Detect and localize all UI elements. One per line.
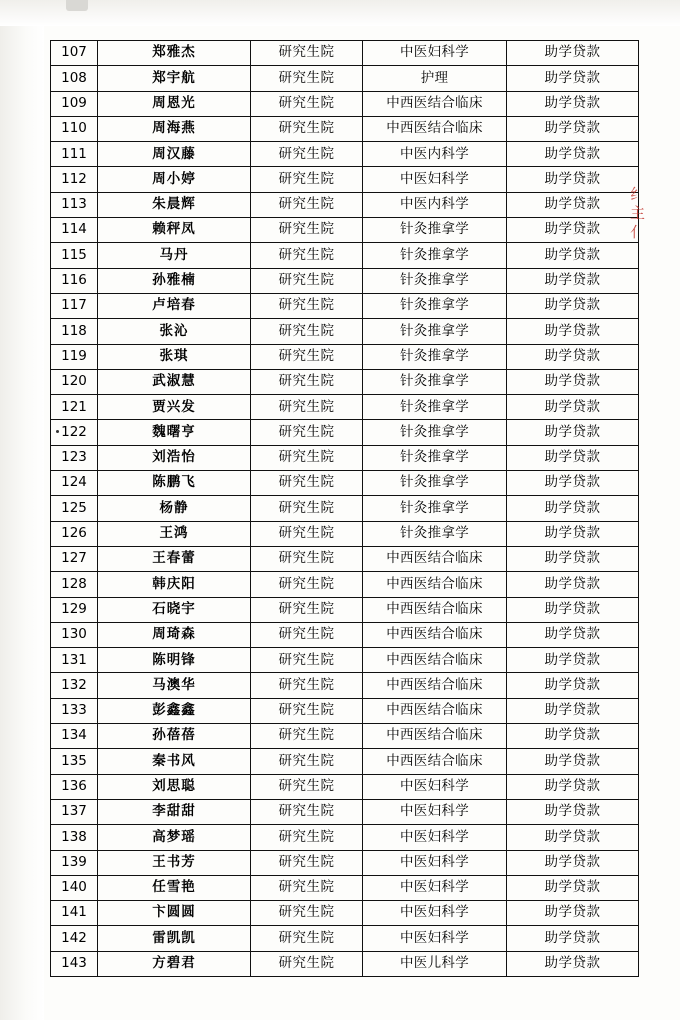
cell-index: 110 bbox=[51, 116, 98, 141]
cell-school: 研究生院 bbox=[251, 901, 363, 926]
cell-major: 针灸推拿学 bbox=[363, 521, 507, 546]
cell-funding-type: 助学贷款 bbox=[507, 875, 639, 900]
cell-major: 针灸推拿学 bbox=[363, 319, 507, 344]
table-row bbox=[51, 116, 639, 141]
red-mark-3: 亻 bbox=[630, 223, 646, 241]
cell-name: 孙蓓蓓 bbox=[98, 724, 251, 749]
cell-major: 针灸推拿学 bbox=[363, 445, 507, 470]
scan-top-shadow bbox=[0, 0, 680, 26]
cell-index: 115 bbox=[51, 243, 98, 268]
cell-name: 卢培春 bbox=[98, 293, 251, 318]
cell-school: 研究生院 bbox=[251, 192, 363, 217]
cell-funding-type: 助学贷款 bbox=[507, 749, 639, 774]
cell-school: 研究生院 bbox=[251, 243, 363, 268]
cell-index: 131 bbox=[51, 648, 98, 673]
cell-major: 中西医结合临床 bbox=[363, 749, 507, 774]
cell-school: 研究生院 bbox=[251, 546, 363, 571]
cell-index: 125 bbox=[51, 496, 98, 521]
cell-school: 研究生院 bbox=[251, 749, 363, 774]
cell-name: 王鸿 bbox=[98, 521, 251, 546]
cell-funding-type: 助学贷款 bbox=[507, 597, 639, 622]
cell-funding-type: 助学贷款 bbox=[507, 496, 639, 521]
table-row bbox=[51, 825, 639, 850]
cell-major: 针灸推拿学 bbox=[363, 471, 507, 496]
table-row bbox=[51, 698, 639, 723]
cell-name: 朱晨辉 bbox=[98, 192, 251, 217]
cell-major: 中医儿科学 bbox=[363, 951, 507, 976]
cell-name: 石晓宇 bbox=[98, 597, 251, 622]
cell-name: 周海燕 bbox=[98, 116, 251, 141]
cell-index: 138 bbox=[51, 825, 98, 850]
cell-funding-type: 助学贷款 bbox=[507, 698, 639, 723]
cell-funding-type: 助学贷款 bbox=[507, 192, 639, 217]
cell-funding-type: 助学贷款 bbox=[507, 218, 639, 243]
cell-index: 122 bbox=[51, 420, 98, 445]
table-row bbox=[51, 369, 639, 394]
red-mark-1: 纟 bbox=[630, 185, 646, 203]
cell-major: 中医妇科学 bbox=[363, 167, 507, 192]
cell-index: 111 bbox=[51, 142, 98, 167]
cell-index: 119 bbox=[51, 344, 98, 369]
table-row bbox=[51, 926, 639, 951]
cell-funding-type: 助学贷款 bbox=[507, 850, 639, 875]
cell-name: 任雪艳 bbox=[98, 875, 251, 900]
cell-index: 141 bbox=[51, 901, 98, 926]
cell-name: 马澳华 bbox=[98, 673, 251, 698]
cell-school: 研究生院 bbox=[251, 521, 363, 546]
cell-name: 周恩光 bbox=[98, 91, 251, 116]
cell-index: 117 bbox=[51, 293, 98, 318]
cell-index: 140 bbox=[51, 875, 98, 900]
table-row bbox=[51, 749, 639, 774]
table-row bbox=[51, 420, 639, 445]
table-row bbox=[51, 66, 639, 91]
cell-name: 刘浩怡 bbox=[98, 445, 251, 470]
cell-funding-type: 助学贷款 bbox=[507, 926, 639, 951]
cell-school: 研究生院 bbox=[251, 597, 363, 622]
table-row bbox=[51, 91, 639, 116]
cell-name: 彭鑫鑫 bbox=[98, 698, 251, 723]
cell-name: 王春蕾 bbox=[98, 546, 251, 571]
cell-index: 139 bbox=[51, 850, 98, 875]
table-row bbox=[51, 471, 639, 496]
table-row bbox=[51, 774, 639, 799]
table-row bbox=[51, 951, 639, 976]
cell-index: 120 bbox=[51, 369, 98, 394]
cell-funding-type: 助学贷款 bbox=[507, 951, 639, 976]
cell-major: 中西医结合临床 bbox=[363, 116, 507, 141]
cell-name: 李甜甜 bbox=[98, 799, 251, 824]
cell-major: 针灸推拿学 bbox=[363, 243, 507, 268]
cell-funding-type: 助学贷款 bbox=[507, 243, 639, 268]
student-funding-table bbox=[50, 40, 639, 977]
cell-index: 123 bbox=[51, 445, 98, 470]
cell-major: 中西医结合临床 bbox=[363, 698, 507, 723]
table-row bbox=[51, 192, 639, 217]
cell-school: 研究生院 bbox=[251, 850, 363, 875]
cell-funding-type: 助学贷款 bbox=[507, 142, 639, 167]
table-row bbox=[51, 496, 639, 521]
cell-funding-type: 助学贷款 bbox=[507, 648, 639, 673]
cell-major: 中医妇科学 bbox=[363, 774, 507, 799]
cell-school: 研究生院 bbox=[251, 142, 363, 167]
cell-school: 研究生院 bbox=[251, 951, 363, 976]
scan-left-shadow bbox=[0, 0, 44, 1020]
cell-index: 132 bbox=[51, 673, 98, 698]
cell-school: 研究生院 bbox=[251, 420, 363, 445]
cell-major: 针灸推拿学 bbox=[363, 420, 507, 445]
cell-name: 武淑慧 bbox=[98, 369, 251, 394]
cell-major: 中医妇科学 bbox=[363, 901, 507, 926]
cell-funding-type: 助学贷款 bbox=[507, 167, 639, 192]
cell-major: 针灸推拿学 bbox=[363, 369, 507, 394]
table-row bbox=[51, 167, 639, 192]
cell-major: 针灸推拿学 bbox=[363, 395, 507, 420]
table-row bbox=[51, 648, 639, 673]
cell-major: 中西医结合临床 bbox=[363, 597, 507, 622]
cell-school: 研究生院 bbox=[251, 698, 363, 723]
table-row bbox=[51, 268, 639, 293]
cell-index: 128 bbox=[51, 572, 98, 597]
cell-index: 143 bbox=[51, 951, 98, 976]
cell-major: 中医内科学 bbox=[363, 192, 507, 217]
cell-school: 研究生院 bbox=[251, 774, 363, 799]
cell-funding-type: 助学贷款 bbox=[507, 91, 639, 116]
cell-major: 中西医结合临床 bbox=[363, 572, 507, 597]
table-row bbox=[51, 344, 639, 369]
cell-name: 雷凯凯 bbox=[98, 926, 251, 951]
cell-name: 王书芳 bbox=[98, 850, 251, 875]
cell-name: 孙雅楠 bbox=[98, 268, 251, 293]
cell-index: 127 bbox=[51, 546, 98, 571]
cell-funding-type: 助学贷款 bbox=[507, 319, 639, 344]
table-row bbox=[51, 850, 639, 875]
cell-funding-type: 助学贷款 bbox=[507, 369, 639, 394]
cell-name: 陈鹏飞 bbox=[98, 471, 251, 496]
cell-index: 109 bbox=[51, 91, 98, 116]
cell-name: 郑宇航 bbox=[98, 66, 251, 91]
cell-funding-type: 助学贷款 bbox=[507, 774, 639, 799]
table-row bbox=[51, 218, 639, 243]
table-row bbox=[51, 799, 639, 824]
cell-index: 124 bbox=[51, 471, 98, 496]
table-row bbox=[51, 521, 639, 546]
cell-name: 马丹 bbox=[98, 243, 251, 268]
table-row bbox=[51, 41, 639, 66]
cell-index: 129 bbox=[51, 597, 98, 622]
cell-major: 中医妇科学 bbox=[363, 850, 507, 875]
table-body bbox=[51, 41, 639, 977]
cell-major: 中西医结合临床 bbox=[363, 546, 507, 571]
cell-funding-type: 助学贷款 bbox=[507, 546, 639, 571]
cell-name: 赖秤凤 bbox=[98, 218, 251, 243]
cell-name: 张沁 bbox=[98, 319, 251, 344]
cell-major: 针灸推拿学 bbox=[363, 293, 507, 318]
cell-funding-type: 助学贷款 bbox=[507, 41, 639, 66]
cell-school: 研究生院 bbox=[251, 471, 363, 496]
cell-name: 卞圆圆 bbox=[98, 901, 251, 926]
cell-index: 137 bbox=[51, 799, 98, 824]
cell-major: 中医内科学 bbox=[363, 142, 507, 167]
cell-index: 118 bbox=[51, 319, 98, 344]
table-row bbox=[51, 445, 639, 470]
cell-name: 周小婷 bbox=[98, 167, 251, 192]
cell-school: 研究生院 bbox=[251, 496, 363, 521]
cell-index: 107 bbox=[51, 41, 98, 66]
cell-major: 针灸推拿学 bbox=[363, 496, 507, 521]
cell-index: 130 bbox=[51, 622, 98, 647]
cell-funding-type: 助学贷款 bbox=[507, 268, 639, 293]
cell-name: 方碧君 bbox=[98, 951, 251, 976]
table-row bbox=[51, 243, 639, 268]
cell-funding-type: 助学贷款 bbox=[507, 66, 639, 91]
cell-name: 周琦森 bbox=[98, 622, 251, 647]
cell-school: 研究生院 bbox=[251, 926, 363, 951]
cell-name: 张琪 bbox=[98, 344, 251, 369]
cell-major: 中医妇科学 bbox=[363, 825, 507, 850]
red-mark-2: 主 bbox=[630, 204, 646, 222]
cell-funding-type: 助学贷款 bbox=[507, 673, 639, 698]
cell-school: 研究生院 bbox=[251, 293, 363, 318]
cell-school: 研究生院 bbox=[251, 875, 363, 900]
cell-funding-type: 助学贷款 bbox=[507, 825, 639, 850]
cell-major: 中西医结合临床 bbox=[363, 622, 507, 647]
cell-index: 136 bbox=[51, 774, 98, 799]
cell-index: 114 bbox=[51, 218, 98, 243]
cell-name: 秦书风 bbox=[98, 749, 251, 774]
cell-major: 中医妇科学 bbox=[363, 799, 507, 824]
table-row bbox=[51, 142, 639, 167]
table-row bbox=[51, 293, 639, 318]
ink-speck bbox=[56, 430, 59, 433]
cell-index: 126 bbox=[51, 521, 98, 546]
table-row bbox=[51, 673, 639, 698]
cell-index: 112 bbox=[51, 167, 98, 192]
cell-funding-type: 助学贷款 bbox=[507, 344, 639, 369]
cell-funding-type: 助学贷款 bbox=[507, 622, 639, 647]
table-row bbox=[51, 319, 639, 344]
cell-funding-type: 助学贷款 bbox=[507, 471, 639, 496]
cell-index: 133 bbox=[51, 698, 98, 723]
cell-funding-type: 助学贷款 bbox=[507, 724, 639, 749]
cell-name: 陈明锋 bbox=[98, 648, 251, 673]
cell-funding-type: 助学贷款 bbox=[507, 521, 639, 546]
cell-name: 周汉藤 bbox=[98, 142, 251, 167]
cell-school: 研究生院 bbox=[251, 724, 363, 749]
cell-school: 研究生院 bbox=[251, 445, 363, 470]
cell-school: 研究生院 bbox=[251, 268, 363, 293]
cell-funding-type: 助学贷款 bbox=[507, 395, 639, 420]
cell-name: 韩庆阳 bbox=[98, 572, 251, 597]
table-row bbox=[51, 546, 639, 571]
cell-name: 郑雅杰 bbox=[98, 41, 251, 66]
cell-major: 中西医结合临床 bbox=[363, 91, 507, 116]
cell-major: 中西医结合临床 bbox=[363, 673, 507, 698]
cell-funding-type: 助学贷款 bbox=[507, 901, 639, 926]
cell-major: 中西医结合临床 bbox=[363, 648, 507, 673]
cell-funding-type: 助学贷款 bbox=[507, 799, 639, 824]
cell-major: 中医妇科学 bbox=[363, 41, 507, 66]
cell-major: 针灸推拿学 bbox=[363, 268, 507, 293]
cell-index: 135 bbox=[51, 749, 98, 774]
cell-school: 研究生院 bbox=[251, 622, 363, 647]
cell-funding-type: 助学贷款 bbox=[507, 572, 639, 597]
cell-school: 研究生院 bbox=[251, 344, 363, 369]
table-row bbox=[51, 572, 639, 597]
table-row bbox=[51, 875, 639, 900]
cell-index: 116 bbox=[51, 268, 98, 293]
cell-school: 研究生院 bbox=[251, 369, 363, 394]
cell-school: 研究生院 bbox=[251, 648, 363, 673]
cell-major: 中医妇科学 bbox=[363, 875, 507, 900]
cell-school: 研究生院 bbox=[251, 395, 363, 420]
cell-funding-type: 助学贷款 bbox=[507, 420, 639, 445]
cell-index: 121 bbox=[51, 395, 98, 420]
cell-funding-type: 助学贷款 bbox=[507, 116, 639, 141]
cell-name: 杨静 bbox=[98, 496, 251, 521]
cell-funding-type: 助学贷款 bbox=[507, 445, 639, 470]
red-margin-annotation bbox=[630, 185, 674, 242]
cell-school: 研究生院 bbox=[251, 91, 363, 116]
cell-school: 研究生院 bbox=[251, 218, 363, 243]
cell-major: 针灸推拿学 bbox=[363, 344, 507, 369]
table-row bbox=[51, 622, 639, 647]
table-row bbox=[51, 901, 639, 926]
cell-index: 134 bbox=[51, 724, 98, 749]
cell-name: 魏曙亨 bbox=[98, 420, 251, 445]
cell-name: 高梦瑶 bbox=[98, 825, 251, 850]
cell-funding-type: 助学贷款 bbox=[507, 293, 639, 318]
table-row bbox=[51, 395, 639, 420]
cell-major: 针灸推拿学 bbox=[363, 218, 507, 243]
cell-school: 研究生院 bbox=[251, 825, 363, 850]
cell-index: 142 bbox=[51, 926, 98, 951]
cell-school: 研究生院 bbox=[251, 116, 363, 141]
cell-major: 中西医结合临床 bbox=[363, 724, 507, 749]
table-row bbox=[51, 597, 639, 622]
cell-school: 研究生院 bbox=[251, 41, 363, 66]
cell-school: 研究生院 bbox=[251, 66, 363, 91]
cell-index: 108 bbox=[51, 66, 98, 91]
cell-school: 研究生院 bbox=[251, 319, 363, 344]
cell-school: 研究生院 bbox=[251, 572, 363, 597]
cell-school: 研究生院 bbox=[251, 673, 363, 698]
table-row bbox=[51, 724, 639, 749]
cell-major: 护理 bbox=[363, 66, 507, 91]
cell-school: 研究生院 bbox=[251, 799, 363, 824]
cell-name: 刘思聪 bbox=[98, 774, 251, 799]
punch-hole-mark bbox=[66, 0, 88, 11]
cell-major: 中医妇科学 bbox=[363, 926, 507, 951]
cell-school: 研究生院 bbox=[251, 167, 363, 192]
cell-name: 贾兴发 bbox=[98, 395, 251, 420]
cell-index: 113 bbox=[51, 192, 98, 217]
